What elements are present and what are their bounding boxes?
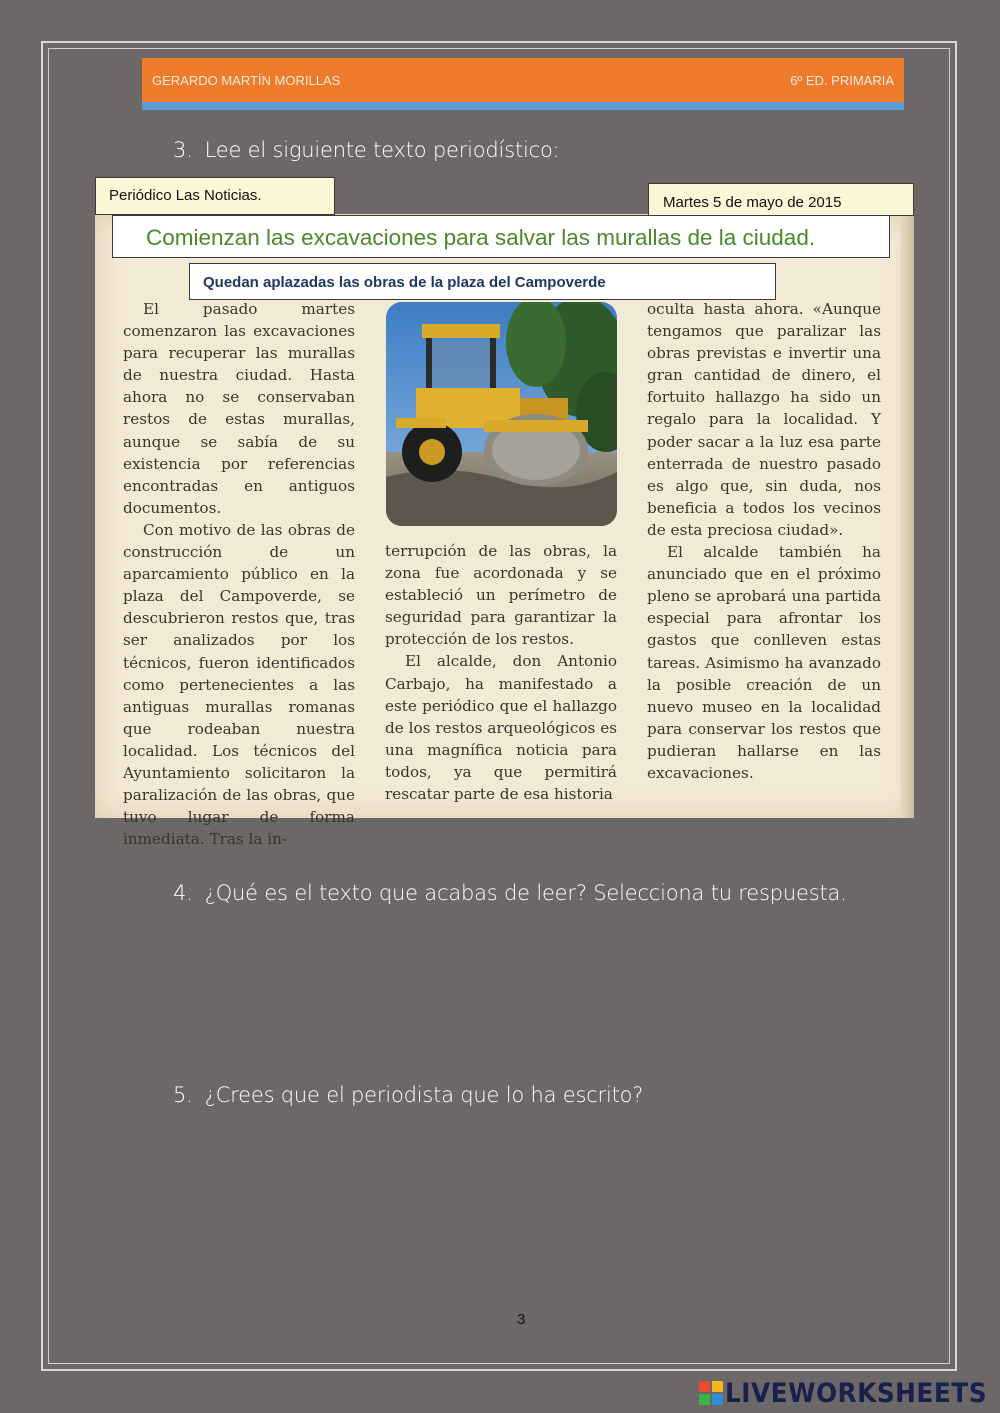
question-5-text: ¿Crees que el periodista que lo ha escrito? bbox=[204, 1083, 644, 1107]
clipping-edge bbox=[900, 214, 914, 818]
question-3-text: Lee el siguiente texto periodístico: bbox=[204, 138, 560, 162]
newspaper-date-box: Martes 5 de mayo de 2015 bbox=[648, 183, 914, 216]
article-column-3 bbox=[647, 298, 881, 784]
newspaper-clipping bbox=[95, 214, 914, 849]
question-4 bbox=[173, 881, 847, 905]
question-5-number: 5. bbox=[173, 1083, 193, 1107]
subheadline-box: Quedan aplazadas las obras de la plaza del Campoverde bbox=[189, 263, 776, 300]
liveworksheets-brand[interactable] bbox=[699, 1378, 995, 1408]
road-roller-illustration bbox=[386, 302, 617, 526]
headline-box: Comienzan las excavaciones para salvar las murallas de la ciudad. bbox=[112, 215, 890, 258]
article-paragraph: Con motivo de las obras de construcción de un aparcamiento público en la plaza del Campoverde, se descubrieron restos que, tras ser analizados por los técnicos, fueron identificados como pertenecientes a las antiguas murallas romanas que rodeaban nuestra localidad. Los técnicos del Ayuntamiento solicitaron la paralización de las obras, que tuvo lugar de forma inmediata. Tras la in- bbox=[123, 520, 355, 849]
question-3-number: 3. bbox=[173, 138, 193, 162]
header-grade: 6º ED. PRIMARIA bbox=[790, 73, 894, 88]
header-accent-bar bbox=[142, 102, 904, 110]
article-paragraph: terrupción de las obras, la zona fue acordonada y se estableció un perímetro de seguridad para garantizar la protección de los restos. bbox=[385, 542, 617, 649]
question-3 bbox=[173, 138, 559, 162]
article-column-1 bbox=[123, 298, 355, 850]
question-4-number: 4. bbox=[173, 881, 193, 905]
header-author: GERARDO MARTÍN MORILLAS bbox=[152, 73, 341, 88]
page-number: 3 bbox=[517, 1311, 526, 1328]
article-paragraph: oculta hasta ahora. «Aunque tengamos que paralizar las obras previstas e invertir una gran cantidad de dinero, el fortuito hallazgo ha sido un regalo para la localidad. Y poder sacar a la luz esa parte enterrada de nuestro pasado es algo que, sin duda, nos beneficia a todos los vecinos de esta preciosa ciudad». bbox=[647, 300, 881, 539]
question-4-text: ¿Qué es el texto que acabas de leer? Selecciona tu respuesta. bbox=[204, 881, 847, 905]
page-header bbox=[142, 58, 904, 102]
question-5 bbox=[173, 1083, 643, 1107]
article-column-2 bbox=[385, 540, 617, 805]
liveworksheets-wordmark: LIVEWORKSHEETS bbox=[725, 1378, 988, 1409]
liveworksheets-logo-icon bbox=[699, 1381, 723, 1405]
article-paragraph: El alcalde también ha anunciado que en el próximo pleno se aprobará una partida especial para afrontar los gastos que conlleven estas tareas. Asimismo ha avanzado la posible creación de un nuevo museo en la localidad para conservar los restos que pudieran hallarse en las excavaciones. bbox=[647, 543, 881, 782]
newspaper-name-box: Periódico Las Noticias. bbox=[95, 177, 335, 215]
road-roller-photo bbox=[386, 302, 617, 526]
article-paragraph: El pasado martes comenzaron las excavaciones para recuperar las murallas de nuestra ciudad. Hasta ahora no se conservaban restos de estas murallas, aunque se sabía de su existencia por referencias encontradas en antiguos documentos. bbox=[123, 300, 355, 517]
article-paragraph: El alcalde, don Antonio Carbajo, ha manifestado a este periódico que el hallazgo de los restos arqueológicos es una magnífica noticia para todos, ya que permitirá rescatar parte de esa historia bbox=[385, 652, 617, 804]
